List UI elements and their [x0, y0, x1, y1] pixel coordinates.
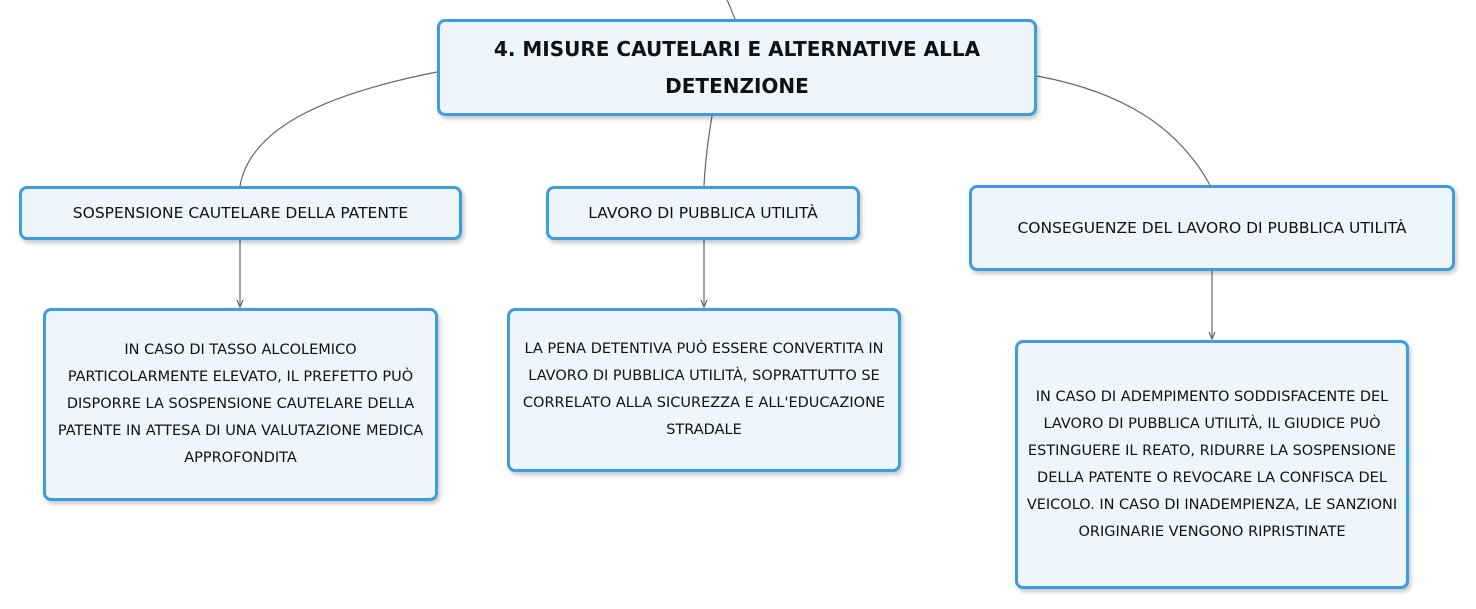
detail-text: LA PENA DETENTIVA PUÒ ESSERE CONVERTITA IN LAVORO DI PUBBLICA UTILITÀ, SOPRATTUTTO SE CORRELATO ALLA SICUREZZA E ALL'EDUCAZIONE STRADALE: [522, 341, 886, 438]
connector-root-to-topic-1: [240, 72, 437, 186]
connector-parent-to-root: [727, 0, 735, 19]
connector-root-to-topic-3: [1037, 76, 1210, 185]
topic-label: SOSPENSIONE CAUTELARE DELLA PATENTE: [72, 204, 409, 222]
topic-node-lavoro-pubblica-utilita[interactable]: [546, 186, 860, 240]
connector-root-to-topic-2: [704, 116, 712, 186]
detail-text: IN CASO DI TASSO ALCOLEMICO PARTICOLARMENTE ELEVATO, IL PREFETTO PUÒ DISPORRE LA SOSPENSIONE CAUTELARE DELLA PATENTE IN ATTESA DI UNA VALUTAZIONE MEDICA APPROFONDITA: [57, 342, 424, 466]
topic-node-sospensione-cautelare[interactable]: [19, 186, 462, 240]
topic-node-conseguenze-lavoro[interactable]: [969, 185, 1455, 271]
detail-node-lavoro-pubblica-utilita[interactable]: [507, 308, 901, 472]
root-title: 4. MISURE CAUTELARI E ALTERNATIVE ALLA DETENZIONE: [493, 36, 981, 98]
root-node[interactable]: [437, 19, 1037, 116]
detail-node-conseguenze-lavoro[interactable]: [1015, 340, 1409, 589]
topic-label: LAVORO DI PUBBLICA UTILITÀ: [588, 204, 818, 222]
detail-node-sospensione-cautelare[interactable]: [43, 308, 438, 501]
topic-label: CONSEGUENZE DEL LAVORO DI PUBBLICA UTILITÀ: [1017, 219, 1407, 237]
detail-text: IN CASO DI ADEMPIMENTO SODDISFACENTE DEL LAVORO DI PUBBLICA UTILITÀ, IL GIUDICE PUÒ ESTINGUERE IL REATO, RIDURRE LA SOSPENSIONE DELLA PATENTE O REVOCARE LA CONFISCA DEL VEICOLO. IN CASO DI INADEMPIENZA, LE SANZIONI ORIGINARIE VENGONO RIPRISTINATE: [1026, 388, 1398, 540]
